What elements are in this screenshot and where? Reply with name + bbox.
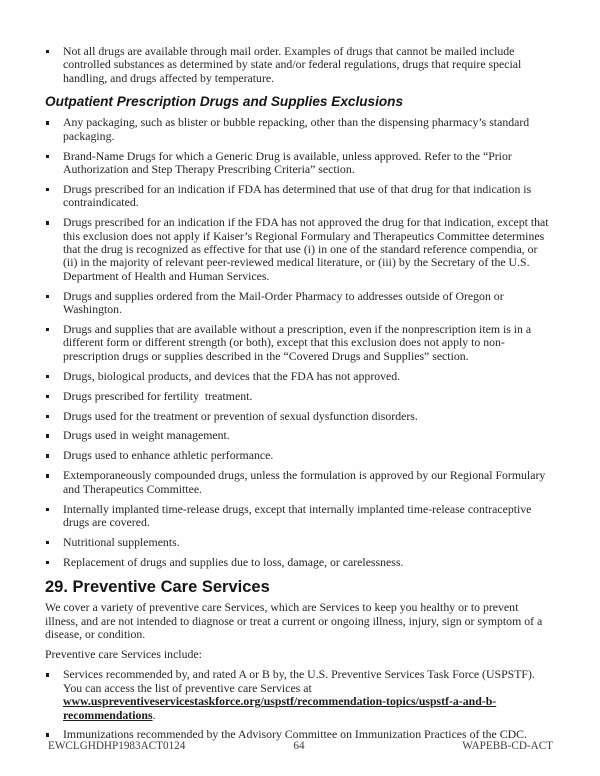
uspstf-recommendations-link[interactable]: www.uspreventiveservicestaskforce.org/uspstf/recommendation-topics/uspstf-a-and-b-recommendations [63, 694, 497, 722]
list-item [45, 668, 554, 722]
list-item [45, 290, 554, 317]
bullet-text: Drugs, biological products, and devices that the FDA has not approved. [63, 368, 401, 383]
bullet-icon [46, 474, 49, 477]
bullet-text: Drugs and supplies that are available without a prescription, even if the nonprescription item is in a different form or different strength (or both), except that this exclusion does not apply to non-prescription drugs or supplies described in the “Covered Drugs and Supplies” section. [63, 322, 535, 363]
bullet-text: Not all drugs are available through mail order. Examples of drugs that cannot be mailed include controlled substances as determined by state and/or federal regulations, drugs that require special handling, and drugs affected by temperature. [63, 44, 525, 85]
bullet-text: Brand-Name Drugs for which a Generic Drug is available, unless approved. Refer to the “Prior Authorization and Step Therapy Prescribing Criteria” section. [63, 148, 515, 176]
page-footer [45, 740, 553, 754]
bullet-icon [46, 541, 49, 544]
list-item [45, 390, 554, 403]
list-item [45, 183, 554, 210]
list-item [45, 216, 554, 283]
bullet-text [63, 667, 537, 721]
footer-document-code: EWCLGHDHP1983ACT0124 [48, 740, 186, 752]
list-item [45, 116, 554, 143]
bullet-text: Replacement of drugs and supplies due to loss, damage, or carelessness. [63, 554, 404, 569]
bullet-icon [46, 434, 49, 437]
bullet-icon [46, 395, 49, 398]
list-item [45, 469, 554, 496]
bullet-text: Drugs and supplies ordered from the Mail-Order Pharmacy to addresses outside of Oregon or Washington. [63, 288, 507, 317]
section-heading-exclusions: Outpatient Prescription Drugs and Supplies Exclusions [45, 94, 404, 110]
preventive-intro-paragraph: We cover a variety of preventive care Services, which are Services to keep you healthy or to prevent illness, and are not intended to diagnose or treat a current or ongoing illness, injury, sign or symptom of a disease, or condition. [45, 600, 546, 641]
bullet-text: Drugs prescribed for an indication if the FDA has not approved the drug for that indication, except that this exclusion does not apply if Kaiser’s Regional Formulary and Therapeutics Committee determines that the drug is recognized as effective for that use (i) in one of the standard reference compendia, or (ii) in the majority of relevant peer-reviewed medical literature, or (iii) by the Secretary of the U.S. Department of Health and Human Services. [63, 215, 552, 283]
footer-page-number: 64 [293, 740, 305, 752]
list-item [45, 536, 554, 549]
list-item [45, 45, 554, 85]
exclusions-bullet-list [45, 116, 554, 569]
uspstf-bullet-text: Services recommended by, and rated A or B by, the U.S. Preventive Services Task Force (USPSTF). You can access the list of preventive care Services at [63, 667, 538, 695]
bullet-text: Extemporaneously compounded drugs, unless the formulation is approved by our Regional Formulary and Therapeutics Committee. [63, 468, 549, 496]
bullet-icon [46, 295, 49, 298]
bullet-icon [46, 561, 49, 564]
bullet-icon [46, 673, 49, 676]
bullet-icon [46, 454, 49, 457]
bullet-icon [46, 328, 49, 331]
bullet-text: Drugs used to enhance athletic performance. [63, 448, 274, 463]
section-heading-preventive-care: 29. Preventive Care Services [45, 578, 270, 597]
bullet-text: Internally implanted time-release drugs, except that internally implanted time-release contraceptive drugs are covered. [63, 501, 535, 529]
bullet-text: Immunizations recommended by the Advisory Committee on Immunization Practices of the CDC. [63, 727, 527, 742]
list-item [45, 150, 554, 177]
list-item [45, 449, 554, 462]
bullet-text: Drugs prescribed for an indication if FDA has determined that use of that drug for that indication is contraindicated. [63, 181, 535, 210]
list-item [45, 410, 554, 423]
list-item [45, 370, 554, 383]
list-item [45, 323, 554, 363]
uspstf-bullet-suffix: . [152, 707, 156, 722]
footer-plan-code: WAPEBB-CD-ACT [462, 740, 553, 752]
bullet-text: Nutritional supplements. [63, 534, 180, 549]
bullet-icon [46, 188, 49, 191]
list-item [45, 429, 554, 442]
bullet-icon [46, 155, 49, 158]
bullet-icon [46, 733, 49, 736]
bullet-icon [46, 415, 49, 418]
bullet-text: Drugs prescribed for fertility treatment. [63, 388, 253, 403]
bullet-text: Drugs used for the treatment or prevention of sexual dysfunction disorders. [63, 408, 418, 423]
bullet-text: Any packaging, such as blister or bubble repacking, other than the dispensing pharmacy’s standard packaging. [63, 115, 533, 143]
list-item [45, 556, 554, 569]
bullet-text: Drugs used in weight management. [63, 428, 230, 443]
preventive-include-label: Preventive care Services include: [45, 646, 202, 661]
mail-order-bullet-list [45, 45, 554, 85]
preventive-bullet-list [45, 668, 554, 742]
bullet-icon [46, 508, 49, 511]
bullet-icon [46, 375, 49, 378]
bullet-icon [46, 121, 49, 124]
bullet-icon [46, 50, 49, 53]
bullet-icon [46, 221, 49, 224]
list-item [45, 503, 554, 530]
